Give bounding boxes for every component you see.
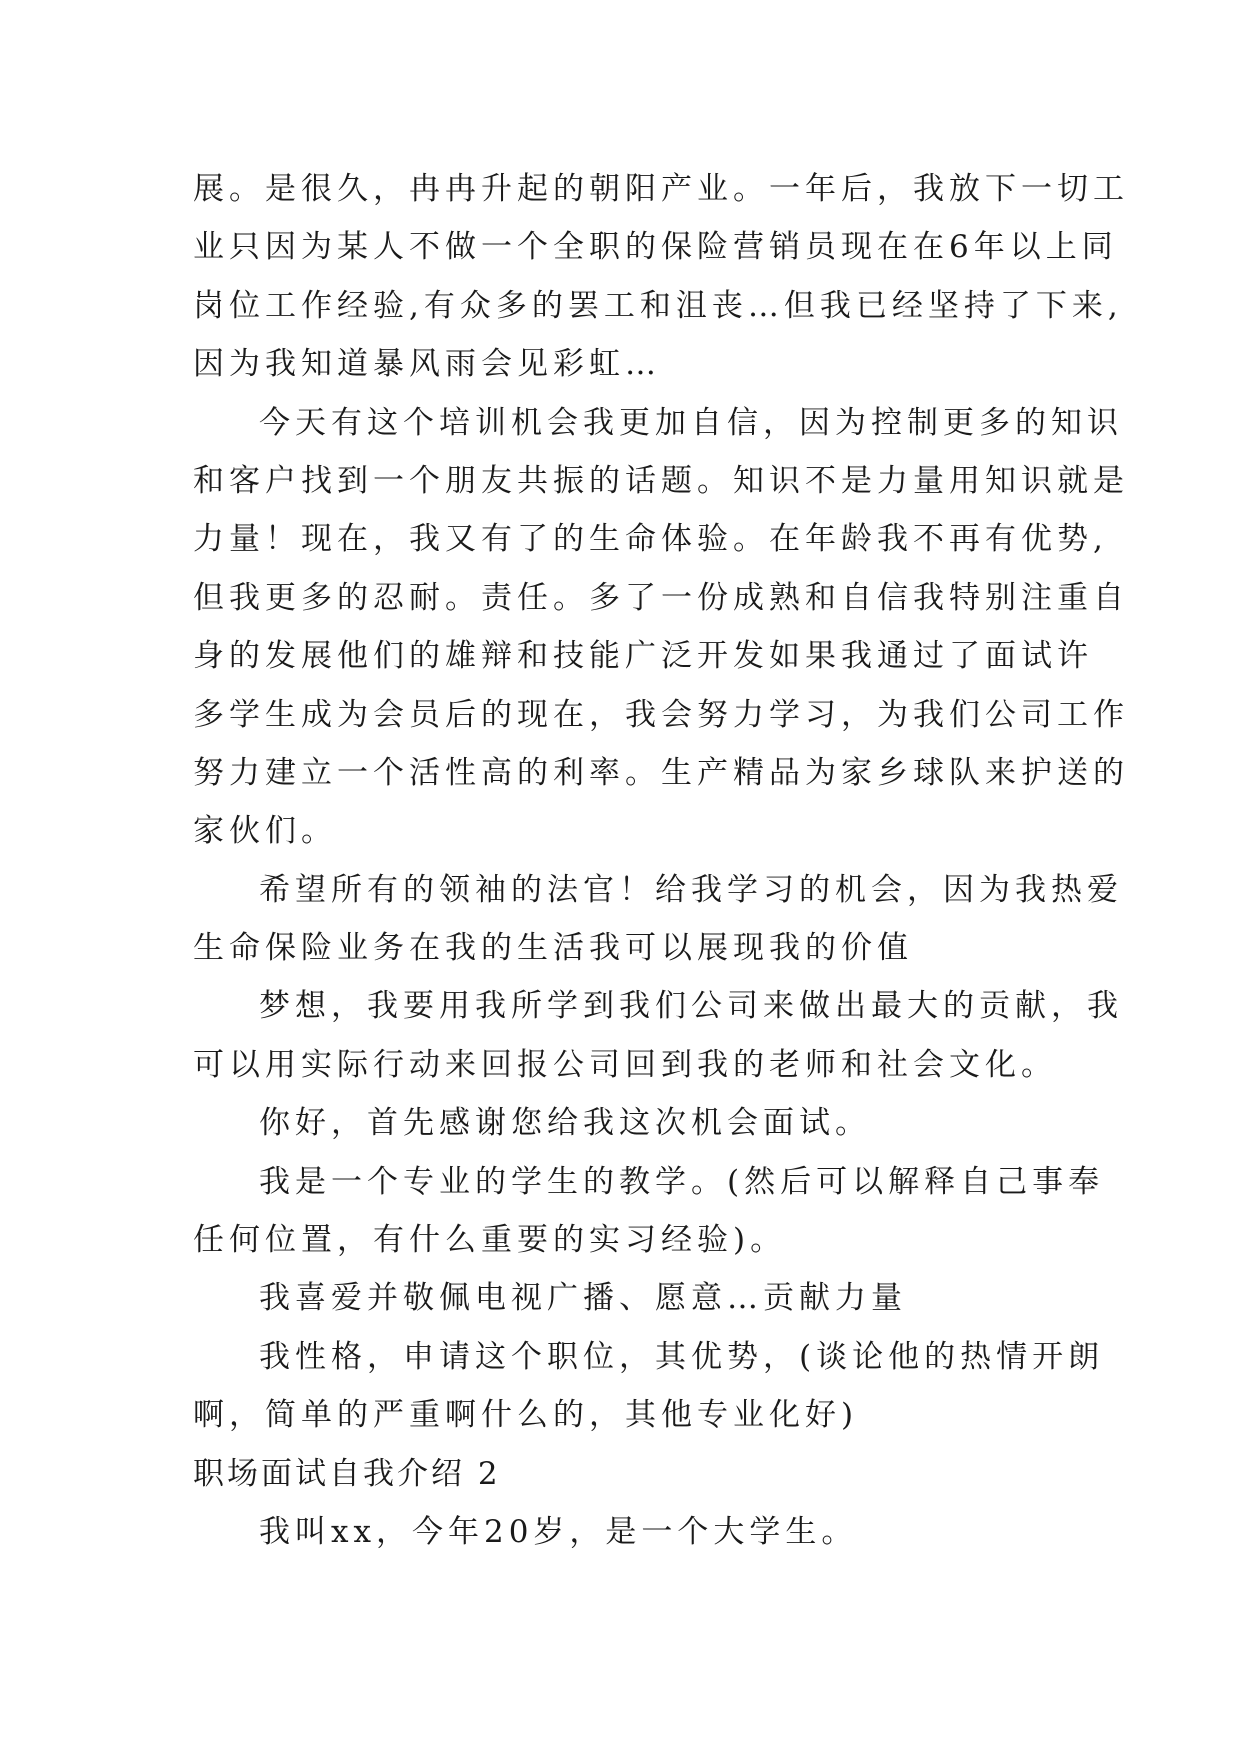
text-line: 因为我知道暴风雨会见彩虹… [193, 346, 661, 383]
text-line: 可以用实际行动来回报公司回到我的老师和社会文化。 [193, 1046, 1057, 1083]
text-line: 家伙们。 [193, 813, 337, 850]
text-line: 岗位工作经验,有众多的罢工和沮丧…但我已经坚持了下来, [193, 287, 1123, 324]
text-line: 努力建立一个活性高的利率。生产精品为家乡球队来护送的 [193, 754, 1129, 791]
text-line: 啊，简单的严重啊什么的，其他专业化好) [193, 1397, 859, 1434]
document-body [193, 160, 1129, 1561]
text-line: 力量！现在，我又有了的生命体验。在年龄我不再有优势, [193, 521, 1108, 558]
paragraph-first-line: 我叫xx，今年20岁，是一个大学生。 [259, 1513, 858, 1550]
paragraph-first-line: 你好，首先感谢您给我这次机会面试。 [259, 1105, 871, 1142]
text-line: 和客户找到一个朋友共振的话题。知识不是力量用知识就是 [193, 462, 1129, 499]
text-line: 身的发展他们的雄辩和技能广泛开发如果我通过了面试许 [193, 638, 1093, 675]
text-line: 业只因为某人不做一个全职的保险营销员现在在6年以上同 [193, 229, 1118, 266]
paragraph-first-line: 梦想，我要用我所学到我们公司来做出最大的贡献，我 [259, 988, 1123, 1025]
section-heading: 职场面试自我介绍 2 [193, 1455, 501, 1492]
text-line: 生命保险业务在我的生活我可以展现我的价值 [193, 930, 913, 967]
paragraph-first-line: 我是一个专业的学生的教学。(然后可以解释自己事奉 [259, 1163, 1105, 1200]
text-line: 多学生成为会员后的现在，我会努力学习，为我们公司工作 [193, 696, 1129, 733]
text-line: 任何位置，有什么重要的实习经验)。 [193, 1222, 787, 1259]
paragraph-first-line: 希望所有的领袖的法官！给我学习的机会，因为我热爱 [259, 871, 1123, 908]
paragraph-first-line: 我喜爱并敬佩电视广播、愿意…贡献力量 [259, 1280, 907, 1317]
text-line: 展。是很久，冉冉升起的朝阳产业。一年后，我放下一切工 [193, 171, 1129, 207]
text-line: 但我更多的忍耐。责任。多了一份成熟和自信我特别注重自 [193, 579, 1129, 616]
paragraph-first-line: 今天有这个培训机会我更加自信，因为控制更多的知识 [259, 404, 1123, 441]
paragraph-first-line: 我性格，申请这个职位，其优势，(谈论他的热情开朗 [259, 1338, 1105, 1375]
